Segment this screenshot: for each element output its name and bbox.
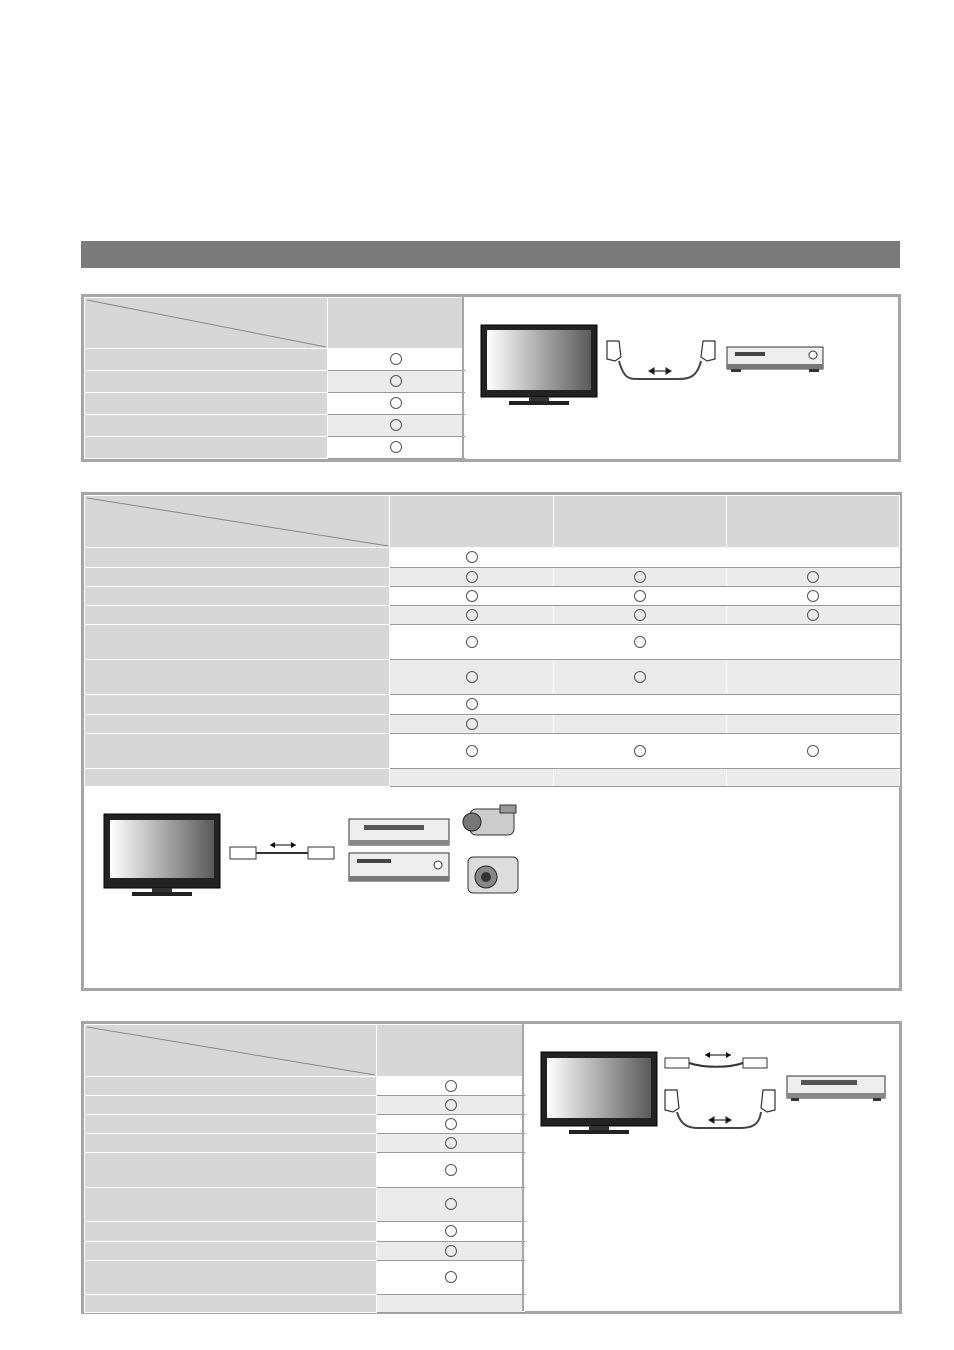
row-label-cell (85, 1077, 377, 1096)
support-cell (377, 1134, 525, 1153)
support-cell (554, 625, 727, 660)
vcr-icon (349, 819, 449, 845)
panel-scart-link (81, 294, 901, 462)
connection-illustration (539, 1046, 899, 1146)
support-cell (727, 715, 900, 734)
support-cell (727, 769, 900, 787)
digital-camera-icon (468, 857, 518, 893)
supported-mark-icon (445, 1080, 457, 1092)
panel-divider (462, 297, 464, 459)
supported-mark-icon (445, 1137, 457, 1149)
support-cell (377, 1077, 525, 1096)
row-label-cell (85, 1242, 377, 1261)
support-cell (390, 625, 554, 660)
row-label-cell (85, 1115, 377, 1134)
table-row (85, 734, 900, 769)
supported-mark-icon (634, 636, 646, 648)
supported-mark-icon (807, 745, 819, 757)
row-label-cell (85, 1222, 377, 1242)
tv-icon (481, 325, 597, 405)
support-cell (377, 1242, 525, 1261)
row-label-cell (85, 393, 328, 415)
table-row (85, 606, 900, 625)
support-cell (554, 548, 727, 568)
supported-mark-icon (807, 590, 819, 602)
support-cell (377, 1295, 525, 1313)
support-cell (377, 1261, 525, 1295)
support-cell (554, 695, 727, 715)
table-row (85, 1188, 525, 1222)
supported-mark-icon (445, 1164, 457, 1176)
supported-mark-icon (634, 745, 646, 757)
table-row (85, 1134, 525, 1153)
camcorder-icon (463, 805, 516, 835)
table-row (85, 1242, 525, 1261)
support-cell (554, 568, 727, 587)
supported-mark-icon (634, 571, 646, 583)
supported-mark-icon (466, 636, 478, 648)
row-label-cell (85, 437, 328, 459)
supported-mark-icon (445, 1099, 457, 1111)
table-row (85, 1153, 525, 1188)
support-cell (390, 606, 554, 625)
supported-mark-icon (390, 397, 402, 409)
hdmi-cable-icon (665, 1052, 767, 1068)
recorder-icon (787, 1076, 885, 1101)
support-cell (328, 437, 465, 459)
tv-icon (104, 814, 220, 896)
support-cell (390, 769, 554, 787)
supported-mark-icon (634, 609, 646, 621)
supported-mark-icon (466, 590, 478, 602)
table-row (85, 587, 900, 606)
supported-mark-icon (466, 571, 478, 583)
column-header-1 (390, 496, 554, 548)
support-cell (554, 769, 727, 787)
table-row (85, 1077, 525, 1096)
supported-mark-icon (466, 671, 478, 683)
row-label-cell (85, 695, 390, 715)
supported-mark-icon (390, 419, 402, 431)
table-row (85, 695, 900, 715)
support-cell (328, 349, 465, 371)
supported-mark-icon (390, 375, 402, 387)
support-cell (390, 715, 554, 734)
support-cell (554, 606, 727, 625)
supported-mark-icon (445, 1271, 457, 1283)
table-row (85, 393, 465, 415)
table-row (85, 769, 900, 787)
table-row (85, 1295, 525, 1313)
support-cell (554, 587, 727, 606)
row-label-cell (85, 371, 328, 393)
row-label-cell (85, 1188, 377, 1222)
row-label-cell (85, 625, 390, 660)
supported-mark-icon (466, 551, 478, 563)
supported-mark-icon (634, 671, 646, 683)
support-cell (377, 1115, 525, 1134)
supported-mark-icon (445, 1198, 457, 1210)
feature-table-2 (84, 495, 900, 787)
table-row (85, 1115, 525, 1134)
row-label-cell (85, 769, 390, 787)
support-cell (554, 660, 727, 695)
row-label-cell (85, 415, 328, 437)
supported-mark-icon (390, 441, 402, 453)
scart-cable-icon (665, 1090, 775, 1128)
connection-illustration (102, 797, 542, 907)
panel-recorder-link (81, 1021, 902, 1314)
support-cell (377, 1153, 525, 1188)
table-row (85, 548, 900, 568)
support-cell (727, 606, 900, 625)
row-label-cell (85, 1295, 377, 1313)
support-cell (328, 393, 465, 415)
support-cell (377, 1222, 525, 1242)
support-cell (727, 548, 900, 568)
table-row (85, 715, 900, 734)
connection-illustration (479, 319, 839, 409)
table-row (85, 437, 465, 459)
row-label-cell (85, 734, 390, 769)
panel-divider (522, 1024, 524, 1311)
support-cell (390, 568, 554, 587)
column-header-3 (727, 496, 900, 548)
supported-mark-icon (466, 698, 478, 710)
table-corner-cell (85, 1025, 377, 1077)
row-label-cell (85, 715, 390, 734)
support-cell (727, 625, 900, 660)
support-cell (727, 587, 900, 606)
support-cell (328, 415, 465, 437)
table-row (85, 1261, 525, 1295)
support-cell (390, 587, 554, 606)
feature-table-3 (84, 1024, 525, 1313)
support-cell (727, 695, 900, 715)
support-cell (377, 1096, 525, 1115)
supported-mark-icon (807, 571, 819, 583)
table-row (85, 660, 900, 695)
hdmi-cable-icon (230, 842, 334, 859)
table-row (85, 625, 900, 660)
feature-table-1 (84, 297, 465, 459)
supported-mark-icon (445, 1118, 457, 1130)
table-row (85, 371, 465, 393)
supported-mark-icon (390, 353, 402, 365)
support-cell (390, 660, 554, 695)
row-label-cell (85, 1261, 377, 1295)
support-cell (727, 660, 900, 695)
row-label-cell (85, 349, 328, 371)
table-corner-cell (85, 298, 328, 349)
row-label-cell (85, 568, 390, 587)
supported-mark-icon (466, 745, 478, 757)
table-row (85, 415, 465, 437)
table-corner-cell (85, 496, 390, 548)
dvd-recorder-icon (727, 347, 823, 372)
dvd-recorder-icon (349, 853, 449, 881)
scart-cable-icon (607, 341, 715, 379)
tv-icon (541, 1052, 657, 1134)
row-label-cell (85, 1096, 377, 1115)
panel-hdmi-link (81, 492, 902, 991)
support-cell (554, 734, 727, 769)
supported-mark-icon (466, 718, 478, 730)
row-label-cell (85, 660, 390, 695)
row-label-cell (85, 1153, 377, 1188)
support-cell (554, 715, 727, 734)
support-cell (390, 734, 554, 769)
table-row (85, 1096, 525, 1115)
column-header-2 (554, 496, 727, 548)
supported-mark-icon (807, 609, 819, 621)
column-header-1 (377, 1025, 525, 1077)
supported-mark-icon (445, 1225, 457, 1237)
support-cell (390, 695, 554, 715)
row-label-cell (85, 1134, 377, 1153)
table-row (85, 349, 465, 371)
supported-mark-icon (466, 609, 478, 621)
supported-mark-icon (445, 1245, 457, 1257)
support-cell (328, 371, 465, 393)
row-label-cell (85, 587, 390, 606)
support-cell (727, 734, 900, 769)
support-cell (727, 568, 900, 587)
support-cell (390, 548, 554, 568)
section-header-bar (81, 241, 900, 268)
table-row (85, 568, 900, 587)
support-cell (377, 1188, 525, 1222)
supported-mark-icon (634, 590, 646, 602)
row-label-cell (85, 606, 390, 625)
table-row (85, 1222, 525, 1242)
row-label-cell (85, 548, 390, 568)
column-header-1 (328, 298, 465, 349)
